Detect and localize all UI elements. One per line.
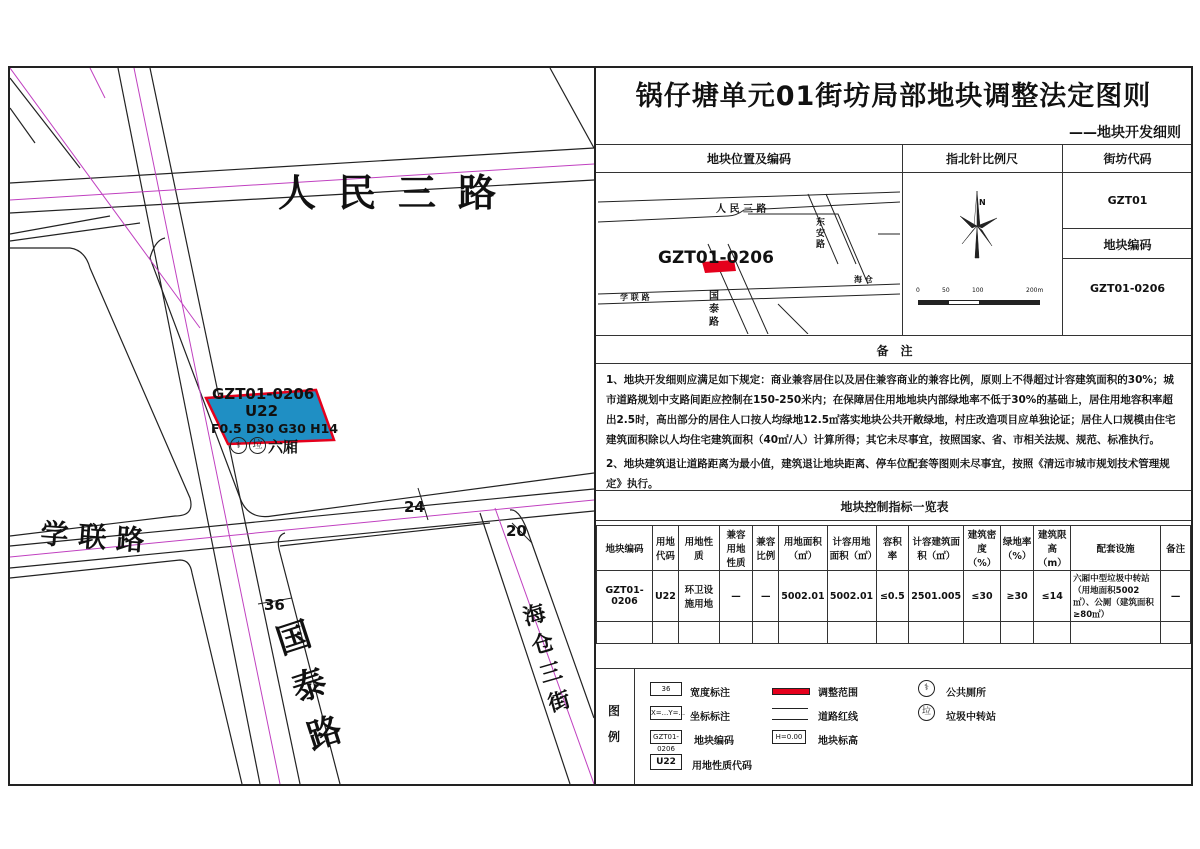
column-header: 地块编码 bbox=[597, 526, 653, 571]
table-header-row bbox=[597, 526, 1191, 571]
width-label-20: 20 bbox=[506, 522, 527, 540]
divider bbox=[596, 172, 1191, 173]
table-cell: 5002.01 bbox=[779, 571, 827, 622]
table-cell: GZT01-0206 bbox=[597, 571, 653, 622]
locator-road-dongan: 东 安 路 bbox=[816, 218, 826, 250]
divider bbox=[596, 363, 1191, 364]
parcel-indices-label: F0.5 D30 G30 H14 bbox=[211, 421, 339, 436]
column-header: 容积率 bbox=[876, 526, 909, 571]
parcel-code-value: GZT01-0206 bbox=[1090, 282, 1165, 295]
legend-width: 宽度标注 bbox=[690, 688, 730, 699]
locator-parcel-label: GZT01-0206 bbox=[658, 248, 774, 268]
column-header: 用地代码 bbox=[652, 526, 678, 571]
info-panel bbox=[594, 68, 1191, 784]
page-title: 锅仔塘单元01街坊局部地块调整法定图则 bbox=[635, 81, 1152, 112]
divider bbox=[634, 668, 635, 784]
column-header: 用地面积（㎡） bbox=[779, 526, 827, 571]
width-label-36: 36 bbox=[264, 596, 285, 614]
road-label-xuelian: 学联路 bbox=[39, 516, 156, 558]
compass-label: 指北针比例尺 bbox=[945, 152, 1018, 166]
road-label-renmin: 人民三路 bbox=[278, 171, 519, 215]
compass-north: N bbox=[979, 198, 986, 207]
table-cell: — bbox=[719, 571, 752, 622]
scale-tick-0: 0 bbox=[916, 287, 920, 294]
notes-body bbox=[606, 370, 1181, 498]
column-header: 计容用地面积（㎡） bbox=[827, 526, 876, 571]
divider bbox=[902, 144, 903, 335]
divider bbox=[596, 668, 1191, 669]
page-subtitle: ——地块开发细则 bbox=[1069, 125, 1181, 141]
table-empty-row bbox=[597, 622, 1191, 644]
road-label-haicang: 海仓三街 bbox=[520, 600, 574, 718]
legend-adjust: 调整范围 bbox=[818, 688, 858, 699]
table-cell: 环卫设施用地 bbox=[678, 571, 719, 622]
table-cell: 六厢中型垃圾中转站（用地面积5002㎡）、公厕（建筑面积≥80㎡） bbox=[1071, 571, 1161, 622]
column-header: 计容建筑面积（㎡） bbox=[909, 526, 964, 571]
table-row bbox=[597, 571, 1191, 622]
parcel-code-label: GZT01-0206 bbox=[212, 385, 315, 403]
code-legend-icon: GZT01-0206 bbox=[650, 730, 682, 744]
column-header: 建筑限高（m） bbox=[1034, 526, 1071, 571]
control-index-table bbox=[596, 525, 1191, 644]
width-label-24: 24 bbox=[404, 498, 425, 516]
legend-toilet: 公共厕所 bbox=[946, 688, 986, 699]
note-item: 1、地块开发细则应满足如下规定：商业兼容居住以及居住兼容商业的兼容比例，原则上不得超过计容建筑面积的30%；城市道路规划中支路间距应控制在150-250米内；在保障居住用地地块内部绿地率不低于30%的基础上，居住用地容积率超出2.5时，高出部分的居住人口按人均绿地12.5㎡落实地块公共开敞绿地，村庄改造项目应单独论证；居住人口规模由住宅建筑面积除以人均住宅建筑面积（40㎡/人）计算所得；其它未尽事宜，按照国家、省、市相关法规、规范、标准执行。 bbox=[606, 374, 1176, 446]
divider bbox=[1062, 228, 1191, 229]
block-code-label: 街坊代码 bbox=[1103, 152, 1152, 166]
width-legend-icon: 36 bbox=[650, 682, 682, 696]
road-label-guotai: 国泰路 bbox=[271, 614, 348, 758]
column-header: 兼容比例 bbox=[753, 526, 779, 571]
elev-legend-icon: H=0.00 bbox=[772, 730, 806, 744]
table-cell: — bbox=[753, 571, 779, 622]
table-cell: ≤14 bbox=[1034, 571, 1071, 622]
scale-tick-100: 100 bbox=[972, 287, 984, 294]
table-cell: ≥30 bbox=[1000, 571, 1034, 622]
parcel-landuse-label: U22 bbox=[245, 402, 279, 420]
notes-heading: 备 注 bbox=[876, 344, 913, 358]
compass-icon bbox=[952, 186, 1002, 266]
locator-road-xuelian: 学 联 路 bbox=[620, 293, 650, 302]
facility-name-label: 六厢 bbox=[268, 438, 299, 456]
block-code-value: GZT01 bbox=[1107, 194, 1148, 207]
note-item: 2、地块建筑退让道路距离为最小值，建筑退让地块距离、停车位配套等图则未尽事宜，按照《清远市城市规划技术管理规定》执行。 bbox=[606, 458, 1170, 490]
column-header: 配套设施 bbox=[1071, 526, 1161, 571]
adjust-legend-icon bbox=[772, 688, 810, 695]
scale-tick-200: 200m bbox=[1026, 287, 1044, 294]
column-header: 备注 bbox=[1161, 526, 1191, 571]
redline-legend-icon bbox=[772, 708, 808, 720]
table-cell: 2501.005 bbox=[909, 571, 964, 622]
table-cell: — bbox=[1161, 571, 1191, 622]
locator-road-renmin: 人 民 三 路 bbox=[716, 204, 767, 215]
parcel-code-label: 地块编码 bbox=[1103, 238, 1152, 252]
locator-road-haicang: 海 仓 bbox=[854, 275, 873, 284]
garbage-station-icon: 垃 bbox=[249, 437, 266, 454]
locator-road-guotai: 国 泰 路 bbox=[709, 291, 719, 328]
legend-coord: 坐标标注 bbox=[690, 712, 730, 723]
location-label: 地块位置及编码 bbox=[706, 152, 791, 166]
table-cell: U22 bbox=[652, 571, 678, 622]
legend-landuse: 用地性质代码 bbox=[692, 761, 752, 772]
legend-code: 地块编码 bbox=[694, 736, 734, 747]
landuse-legend-icon: U22 bbox=[650, 754, 682, 770]
coord-legend-icon: X=...Y=... bbox=[650, 706, 682, 720]
table-cell: ≤30 bbox=[964, 571, 1001, 622]
scale-bar bbox=[918, 300, 1040, 305]
scale-tick-50: 50 bbox=[942, 287, 950, 294]
column-header: 用地性质 bbox=[678, 526, 719, 571]
table-cell: 5002.01 bbox=[827, 571, 876, 622]
toilet-icon: ⚕ bbox=[230, 437, 247, 454]
legend-redline: 道路红线 bbox=[818, 712, 858, 723]
divider bbox=[596, 144, 1191, 145]
table-cell: ≤0.5 bbox=[876, 571, 909, 622]
legend-garbage-icon: 垃 bbox=[918, 704, 935, 721]
table-heading: 地块控制指标一览表 bbox=[840, 500, 949, 514]
divider bbox=[596, 335, 1191, 336]
column-header: 绿地率（%） bbox=[1000, 526, 1034, 571]
legend-heading: 图 例 bbox=[608, 704, 633, 744]
legend-elev: 地块标高 bbox=[818, 736, 858, 747]
divider bbox=[596, 520, 1191, 521]
divider bbox=[1062, 258, 1191, 259]
column-header: 建筑密度（%） bbox=[964, 526, 1001, 571]
legend-garbage: 垃圾中转站 bbox=[946, 712, 996, 723]
column-header: 兼容用地性质 bbox=[719, 526, 752, 571]
legend-toilet-icon: ⚕ bbox=[918, 680, 935, 697]
